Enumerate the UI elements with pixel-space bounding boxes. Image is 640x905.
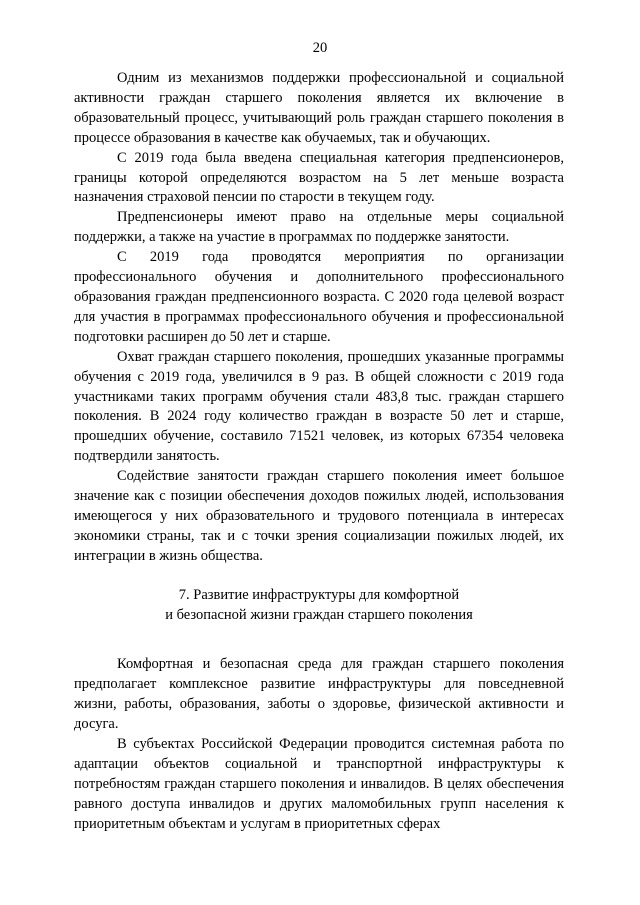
paragraph: С 2019 года проводятся мероприятия по организации профессионального обучения и дополнительного профессионального образования граждан предпенсионного возраста. С 2020 года целевой возраст для участия в программах профессионального обучения и профессиональной подготовки расширен до 50 лет и старше. <box>74 249 564 345</box>
paragraph: Одним из механизмов поддержки профессиональной и социальной активности граждан старшего поколения является их включение в образовательный процесс, учитывающий роль граждан старшего поколения в процессе образования в качестве как обучаемых, так и обучающих. <box>74 70 564 146</box>
section-heading-line: 7. Развитие инфраструктуры для комфортной <box>178 586 460 603</box>
section-heading-line: и безопасной жизни граждан старшего поколения <box>165 606 473 623</box>
page-body <box>74 69 564 835</box>
paragraph: В субъектах Российской Федерации проводится системная работа по адаптации объектов социальной и транспортной инфраструктуры к потребностям граждан старшего поколения и инвалидов. В целях обеспечения равного доступа инвалидов и других маломобильных групп населения к приоритетным объектам и услугам в приоритетных сферах <box>74 736 564 832</box>
paragraph: Предпенсионеры имеют право на отдельные меры социальной поддержки, а также на участие в программах по поддержке занятости. <box>74 209 564 246</box>
paragraph: Содействие занятости граждан старшего поколения имеет большое значение как с позиции обеспечения доходов пожилых людей, использования имеющегося у них образовательного и трудового потенциала в интересах экономики страны, так и с точки зрения социализации пожилых людей, их интеграции в жизнь общества. <box>74 468 564 564</box>
paragraph: Охват граждан старшего поколения, прошедших указанные программы обучения с 2019 года, увеличился в 9 раз. В общей сложности с 2019 года участниками таких программ обучения стали 483,8 тыс. граждан старшего поколения. В 2024 году количество граждан в возрасте 50 лет и старше, прошедших обучение, составило 71521 человек, из которых 67354 человека подтвердили занятость. <box>74 348 564 465</box>
page-number: 20 <box>312 40 328 56</box>
paragraph: С 2019 года была введена специальная категория предпенсионеров, границы которой определяются возрастом на 5 лет меньше возраста назначения страховой пенсии по старости в текущем году. <box>74 149 564 206</box>
paragraph: Комфортная и безопасная среда для граждан старшего поколения предполагает комплексное развитие инфраструктуры для повседневной жизни, работы, образования, заботы о здоровье, физической активности и досуга. <box>74 656 564 733</box>
section-heading <box>74 586 564 626</box>
